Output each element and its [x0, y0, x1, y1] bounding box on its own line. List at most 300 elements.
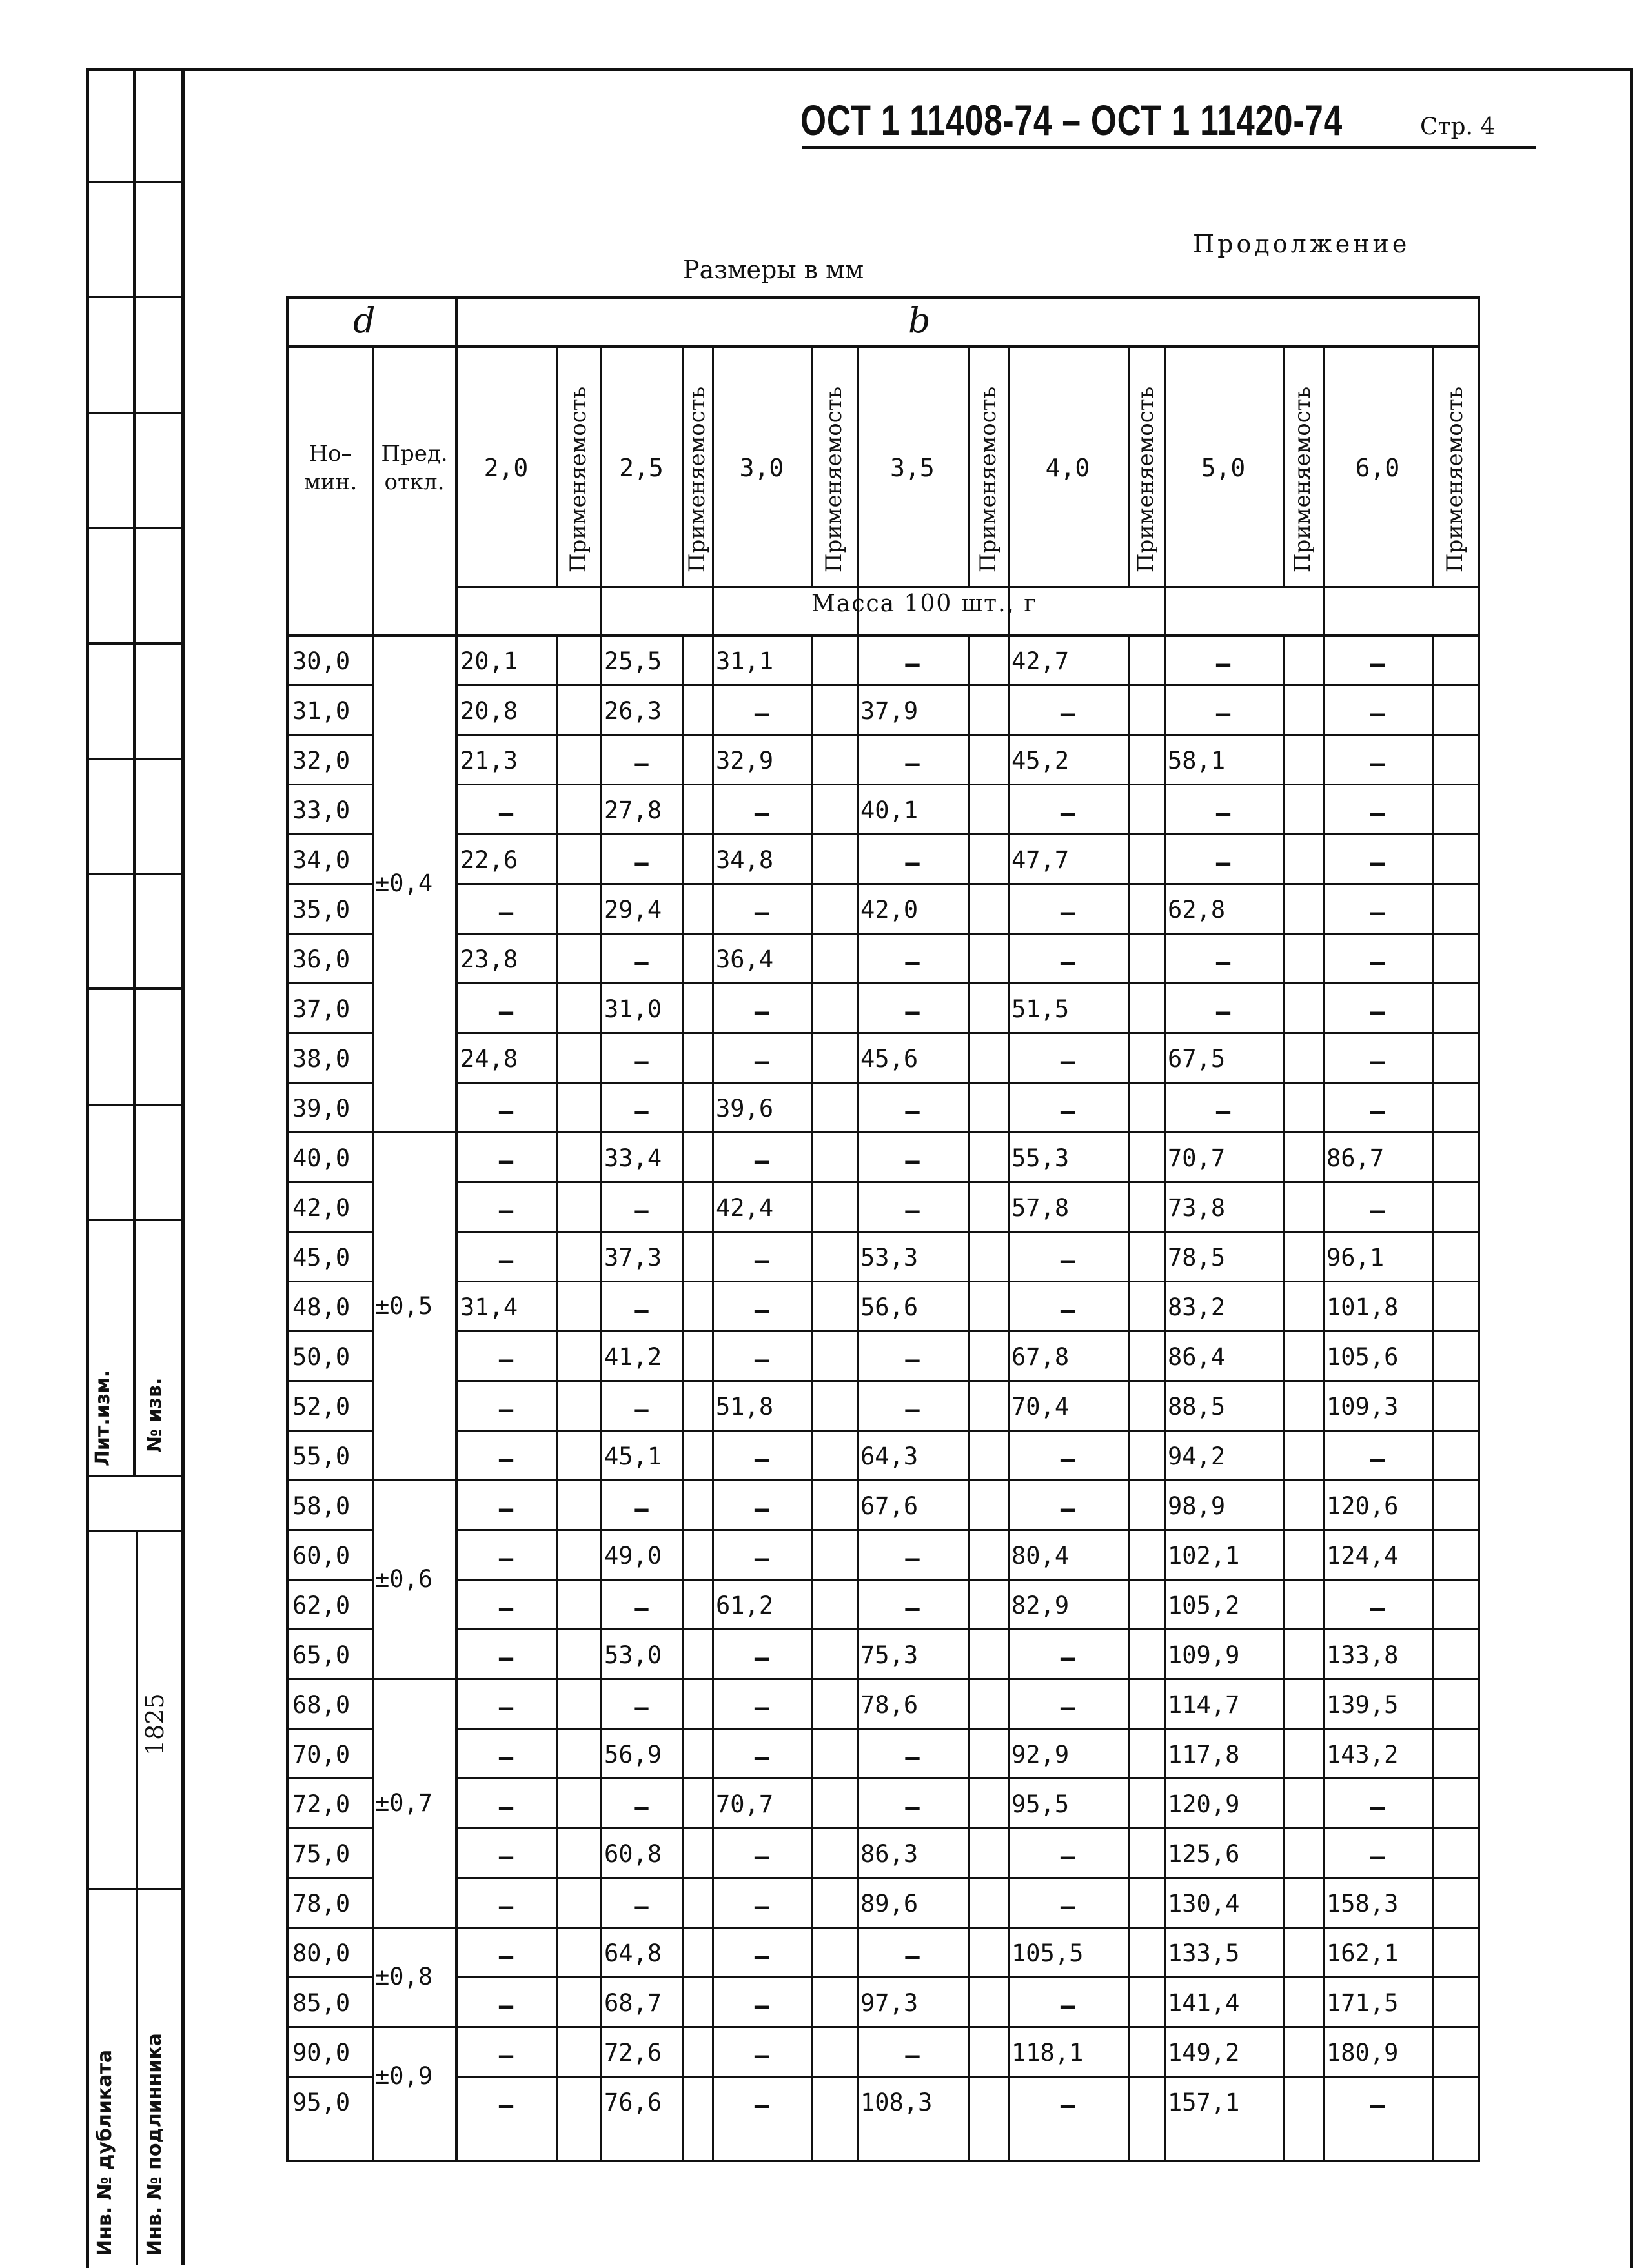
mass-value: –	[1370, 1445, 1385, 1473]
mass-value: –	[498, 898, 514, 926]
mass-value: 22,6	[460, 846, 518, 874]
mass-value: 67,8	[1011, 1343, 1070, 1371]
applicability-header: Применяемость	[821, 386, 847, 573]
mass-value: 86,3	[860, 1840, 919, 1868]
mass-value: 25,5	[604, 647, 662, 675]
mass-value: 130,4	[1168, 1890, 1240, 1918]
mass-value: 101,8	[1326, 1293, 1399, 1321]
mass-value: 20,8	[460, 697, 518, 725]
mass-value: –	[1370, 948, 1385, 976]
b-value-header: 2,5	[619, 454, 664, 482]
mass-value: –	[498, 799, 514, 827]
mass-value: –	[498, 1495, 514, 1523]
mass-value: 20,1	[460, 647, 518, 675]
margin-strip-rule	[86, 412, 181, 414]
mass-value: –	[1060, 1992, 1075, 2020]
tolerance-value: ±0,9	[375, 2062, 433, 2090]
mass-value: –	[905, 650, 920, 678]
mass-value: 31,0	[604, 995, 662, 1023]
margin-strip-divider	[133, 68, 136, 1475]
applicability-header: Применяемость	[1442, 386, 1468, 573]
margin-strip-rule	[86, 296, 181, 298]
tolerance-value: ±0,5	[375, 1291, 433, 1320]
mass-value: 21,3	[460, 747, 518, 775]
mass-value: –	[754, 1743, 769, 1771]
mass-value: –	[498, 1743, 514, 1771]
mass-value: 162,1	[1326, 1939, 1399, 1967]
tolerance-group-line	[372, 2026, 455, 2028]
nominal-diameter: 48,0	[292, 1293, 351, 1321]
mass-value: 72,6	[604, 2039, 662, 2067]
mass-value: –	[634, 1296, 649, 1324]
col-divider	[811, 634, 813, 2160]
row-line	[455, 1181, 1478, 1183]
col-divider	[1164, 345, 1166, 2160]
mass-value: –	[905, 1594, 920, 1622]
mass-value: 64,8	[604, 1939, 662, 1967]
mass-value: –	[1370, 1097, 1385, 1125]
mass-value: –	[634, 1097, 649, 1125]
mass-value: –	[754, 1048, 769, 1075]
mass-value: 125,6	[1168, 1840, 1240, 1868]
mass-value: –	[1370, 998, 1385, 1026]
document-code: ОСТ 1 11408-74 – ОСТ 1 11420-74	[800, 96, 1343, 144]
b-value-header: 6,0	[1355, 454, 1400, 482]
row-line	[455, 1579, 1478, 1581]
mass-value: –	[754, 799, 769, 827]
mass-value: –	[1060, 1892, 1075, 1920]
mass-value: –	[1215, 799, 1231, 827]
col-divider	[682, 634, 684, 2160]
mass-value: 102,1	[1168, 1542, 1240, 1570]
mass-value: –	[498, 1197, 514, 1224]
col-divider	[1283, 634, 1285, 2160]
mass-value: –	[634, 1793, 649, 1821]
b-value-header: 3,5	[890, 454, 935, 482]
mass-value: 120,9	[1168, 1790, 1240, 1818]
mass-value: –	[905, 1197, 920, 1224]
row-line	[455, 933, 1478, 935]
margin-strip-rule	[86, 181, 181, 183]
applicability-header: Применяемость	[975, 386, 1001, 573]
tolerance-group-line	[372, 1131, 455, 1133]
nominal-diameter: 95,0	[292, 2089, 351, 2116]
mass-table	[286, 296, 1480, 2162]
mass-value: 124,4	[1326, 1542, 1399, 1570]
mass-value: –	[634, 1594, 649, 1622]
col-divider	[1432, 634, 1434, 2160]
tolerance-value: ±0,4	[375, 869, 433, 897]
mass-value: 133,5	[1168, 1939, 1240, 1967]
nominal-diameter: 39,0	[292, 1095, 351, 1122]
mass-value: 31,4	[460, 1293, 518, 1321]
mass-value: –	[1215, 650, 1231, 678]
mass-value: –	[754, 1296, 769, 1324]
mass-value: 92,9	[1011, 1741, 1070, 1768]
inv-duplicate-label: Инв. № дубликата	[94, 2049, 116, 2256]
mass-value: 118,1	[1011, 2039, 1084, 2067]
mass-value: 27,8	[604, 796, 662, 824]
mass-value: 40,1	[860, 796, 919, 824]
margin-strip-rule	[86, 1104, 181, 1106]
mass-value: –	[905, 2041, 920, 2069]
nominal-diameter: 78,0	[292, 1890, 351, 1918]
mass-value: –	[905, 1346, 920, 1373]
nominal-diameter: 72,0	[292, 1790, 351, 1818]
mass-value: –	[754, 1942, 769, 1970]
mass-value: 108,3	[860, 2089, 933, 2116]
mass-value: –	[1060, 1296, 1075, 1324]
mass-value: 157,1	[1168, 2089, 1240, 2116]
lit-izm-label: Лит.изм.	[92, 1370, 114, 1466]
row-line	[455, 1777, 1478, 1779]
mass-value: –	[754, 1246, 769, 1274]
mass-value: –	[754, 1445, 769, 1473]
mass-value: –	[498, 1942, 514, 1970]
mass-value: –	[498, 998, 514, 1026]
nominal-diameter: 37,0	[292, 995, 351, 1023]
col-divider	[968, 634, 970, 2160]
mass-value: –	[498, 1346, 514, 1373]
col-divider-header	[811, 345, 813, 586]
page-number: Стр. 4	[1420, 114, 1496, 140]
mass-value: –	[1370, 1048, 1385, 1075]
mass-value: 105,2	[1168, 1592, 1240, 1619]
mass-value: –	[1060, 1694, 1075, 1721]
mass-value: –	[1370, 799, 1385, 827]
mass-value: –	[498, 1793, 514, 1821]
mass-value: 24,8	[460, 1045, 518, 1073]
mass-value: 82,9	[1011, 1592, 1070, 1619]
mass-value: 32,9	[716, 747, 774, 775]
mass-value: 58,1	[1168, 747, 1226, 775]
tolerance-group-line	[372, 1927, 455, 1929]
mass-value: –	[1215, 700, 1231, 727]
mass-value: 29,4	[604, 896, 662, 924]
mass-value: 141,4	[1168, 1989, 1240, 2017]
col-divider-header	[1128, 345, 1130, 586]
mass-value: 55,3	[1011, 1144, 1070, 1172]
nominal-diameter: 45,0	[292, 1244, 351, 1271]
margin-strip-rule	[86, 987, 181, 990]
mass-value: 117,8	[1168, 1741, 1240, 1768]
mass-value: 36,4	[716, 946, 774, 973]
mass-value: –	[1370, 2091, 1385, 2119]
mass-value: 158,3	[1326, 1890, 1399, 1918]
nominal-diameter: 40,0	[292, 1144, 351, 1172]
applicability-header: Применяемость	[1133, 386, 1159, 573]
mass-value: –	[1370, 849, 1385, 876]
mass-value: 97,3	[860, 1989, 919, 2017]
row-line	[455, 1082, 1478, 1084]
mass-value: 75,3	[860, 1641, 919, 1669]
nominal-diameter: 55,0	[292, 1443, 351, 1470]
mass-value: –	[1060, 1246, 1075, 1274]
margin-strip-rule	[86, 758, 181, 760]
col-divider	[556, 634, 558, 2160]
mass-value: 57,8	[1011, 1194, 1070, 1222]
mass-value: 83,2	[1168, 1293, 1226, 1321]
mass-value: 149,2	[1168, 2039, 1240, 2067]
col-divider	[857, 345, 859, 2160]
mass-value: –	[754, 2041, 769, 2069]
mass-value: 47,7	[1011, 846, 1070, 874]
mass-value: –	[498, 1097, 514, 1125]
mass-value: –	[498, 1246, 514, 1274]
tolerance-value: ±0,6	[375, 1565, 433, 1593]
mass-value: 53,3	[860, 1244, 919, 1271]
mass-value: 61,2	[716, 1592, 774, 1619]
nominal-diameter: 30,0	[292, 647, 351, 675]
margin-strip-rule	[86, 873, 181, 875]
mass-value: –	[905, 1942, 920, 1970]
mass-value: 42,0	[860, 896, 919, 924]
mass-value: 171,5	[1326, 1989, 1399, 2017]
mass-value: –	[1215, 849, 1231, 876]
mass-value: 67,5	[1168, 1045, 1226, 1073]
mass-value: –	[498, 1445, 514, 1473]
mass-value: –	[634, 1694, 649, 1721]
mass-value: 23,8	[460, 946, 518, 973]
mass-value: –	[498, 1395, 514, 1423]
dimensions-note: Размеры в мм	[683, 256, 864, 284]
nominal-diameter: 58,0	[292, 1492, 351, 1520]
mass-value: –	[634, 1048, 649, 1075]
inventory-number: 1825	[141, 1693, 169, 1756]
mass-value: 26,3	[604, 697, 662, 725]
mass-value: –	[634, 1495, 649, 1523]
mass-value: 105,5	[1011, 1939, 1084, 1967]
nominal-diameter: 31,0	[292, 697, 351, 725]
mass-value: –	[634, 749, 649, 777]
mass-value: –	[905, 1097, 920, 1125]
mass-value: –	[1060, 700, 1075, 727]
mass-value: 60,8	[604, 1840, 662, 1868]
mass-value: –	[754, 1843, 769, 1870]
tolerance-value: ±0,8	[375, 1963, 433, 1990]
nominal-diameter: 65,0	[292, 1641, 351, 1669]
mass-value: 56,6	[860, 1293, 919, 1321]
mass-value: –	[498, 2091, 514, 2119]
d-column-symbol: d	[353, 300, 376, 341]
mass-value: –	[754, 1346, 769, 1373]
mass-value: –	[754, 1544, 769, 1572]
mass-value: 95,5	[1011, 1790, 1070, 1818]
mass-value: 42,4	[716, 1194, 774, 1222]
nominal-diameter: 50,0	[292, 1343, 351, 1371]
nominal-diameter: 75,0	[292, 1840, 351, 1868]
mass-value: 53,0	[604, 1641, 662, 1669]
nominal-diameter: 90,0	[292, 2039, 351, 2067]
mass-value: –	[1060, 1097, 1075, 1125]
mass-value: –	[1370, 749, 1385, 777]
mass-value: –	[1370, 650, 1385, 678]
nominal-diameter: 38,0	[292, 1045, 351, 1073]
col-divider-header	[968, 345, 970, 586]
mass-value: –	[498, 1992, 514, 2020]
mass-value: –	[905, 1793, 920, 1821]
b-value-header: 3,0	[739, 454, 784, 482]
mass-value: –	[754, 700, 769, 727]
mass-value: –	[634, 849, 649, 876]
document-code-underline	[802, 146, 1536, 149]
mass-value: 94,2	[1168, 1443, 1226, 1470]
mass-value: –	[1370, 1594, 1385, 1622]
mass-value: –	[1060, 2091, 1075, 2119]
mass-value: 80,4	[1011, 1542, 1070, 1570]
mass-value: –	[1060, 898, 1075, 926]
mass-value: 143,2	[1326, 1741, 1399, 1768]
mass-value: 56,9	[604, 1741, 662, 1768]
nominal-diameter: 60,0	[292, 1542, 351, 1570]
mass-value: 34,8	[716, 846, 774, 874]
mass-value: –	[754, 1892, 769, 1920]
b-value-header: 2,0	[483, 454, 529, 482]
mass-value: –	[1215, 1097, 1231, 1125]
mass-value: –	[905, 1743, 920, 1771]
row-line	[455, 1380, 1478, 1382]
nominal-diameter: 32,0	[292, 747, 351, 775]
b-value-header: 5,0	[1201, 454, 1246, 482]
mass-value: –	[634, 1197, 649, 1224]
col-divider-header	[1283, 345, 1285, 586]
mass-value: –	[905, 1147, 920, 1175]
mass-value: 139,5	[1326, 1691, 1399, 1719]
tolerance-group-line	[372, 1479, 455, 1481]
mass-value: –	[754, 898, 769, 926]
mass-value: –	[905, 749, 920, 777]
mass-value: –	[905, 998, 920, 1026]
mass-value: –	[634, 1892, 649, 1920]
header-divider	[289, 345, 1478, 348]
mass-value: –	[1060, 1843, 1075, 1870]
mass-value: –	[498, 2041, 514, 2069]
mass-value: –	[754, 1644, 769, 1672]
mass-value: 37,9	[860, 697, 919, 725]
col-divider	[372, 345, 374, 2160]
mass-value: 37,3	[604, 1244, 662, 1271]
mass-value: –	[1060, 1445, 1075, 1473]
mass-value: –	[905, 849, 920, 876]
mass-value: –	[754, 1694, 769, 1721]
mass-value: –	[905, 1544, 920, 1572]
tolerance-group-line	[372, 1678, 455, 1680]
mass-value: 114,7	[1168, 1691, 1240, 1719]
margin-strip-rule	[86, 1888, 181, 1890]
mass-value: –	[1215, 998, 1231, 1026]
applicability-header: Применяемость	[1290, 386, 1316, 573]
mass-value: –	[1370, 1197, 1385, 1224]
nominal-diameter: 62,0	[292, 1592, 351, 1619]
mass-value: 73,8	[1168, 1194, 1226, 1222]
margin-strip-rule	[86, 1475, 181, 1477]
mass-value: –	[905, 948, 920, 976]
mass-value: 78,6	[860, 1691, 919, 1719]
b-column-symbol: b	[908, 300, 931, 341]
mass-value: 41,2	[604, 1343, 662, 1371]
nominal-diameter: 36,0	[292, 946, 351, 973]
mass-value: 33,4	[604, 1144, 662, 1172]
mass-value: –	[1060, 948, 1075, 976]
mass-value: –	[498, 1594, 514, 1622]
mass-value: 180,9	[1326, 2039, 1399, 2067]
mass-value: –	[498, 1644, 514, 1672]
col-divider-header	[556, 345, 558, 586]
applicability-header: Применяемость	[684, 386, 710, 573]
nominal-diameter: 70,0	[292, 1741, 351, 1768]
continuation-label: Продолжение	[1193, 230, 1410, 258]
mass-value: –	[1060, 1495, 1075, 1523]
mass-value: 98,9	[1168, 1492, 1226, 1520]
mass-value: –	[498, 1892, 514, 1920]
tolerance-header: Пред. откл.	[381, 441, 448, 495]
row-line	[455, 734, 1478, 736]
nominal-diameter: 33,0	[292, 796, 351, 824]
nominal-diameter: 80,0	[292, 1939, 351, 1967]
mass-value: 109,3	[1326, 1393, 1399, 1421]
applicability-header: Применяемость	[565, 386, 591, 573]
margin-strip-rule	[86, 1219, 181, 1221]
tolerance-value: ±0,7	[375, 1788, 433, 1817]
nominal-header: Но– мин.	[303, 441, 358, 495]
mass-value: –	[754, 1992, 769, 2020]
col-divider-header	[1432, 345, 1434, 586]
mass-value: –	[754, 2091, 769, 2119]
mass-value: 86,7	[1326, 1144, 1385, 1172]
margin-strip-rule	[86, 642, 181, 645]
mass-value: –	[1215, 948, 1231, 976]
mass-value: –	[498, 1694, 514, 1721]
mass-value: 45,6	[860, 1045, 919, 1073]
row-line	[455, 833, 1478, 835]
mass-value: –	[498, 1544, 514, 1572]
mass-value: 45,2	[1011, 747, 1070, 775]
mass-value: 86,4	[1168, 1343, 1226, 1371]
inv-original-label: Инв. № подлинника	[143, 2033, 166, 2256]
mass-value: 42,7	[1011, 647, 1070, 675]
b-value-header: 4,0	[1045, 454, 1090, 482]
mass-value: –	[754, 998, 769, 1026]
mass-value: –	[634, 1395, 649, 1423]
mass-value: –	[1370, 700, 1385, 727]
mass-value: –	[754, 1147, 769, 1175]
mass-value: 45,1	[604, 1443, 662, 1470]
mass-value: –	[905, 1395, 920, 1423]
nominal-diameter: 85,0	[292, 1989, 351, 2017]
col-divider	[1323, 345, 1325, 2160]
nominal-diameter: 34,0	[292, 846, 351, 874]
mass-value: –	[498, 1147, 514, 1175]
mass-value: 78,5	[1168, 1244, 1226, 1271]
no-izv-label: № изв.	[143, 1377, 166, 1452]
col-divider	[1128, 634, 1130, 2160]
mass-value: 88,5	[1168, 1393, 1226, 1421]
mass-value: –	[634, 948, 649, 976]
mass-value: 96,1	[1326, 1244, 1385, 1271]
mass-value: 39,6	[716, 1095, 774, 1122]
mass-value: 70,4	[1011, 1393, 1070, 1421]
margin-strip-rule	[86, 1530, 181, 1532]
mass-value: –	[1370, 898, 1385, 926]
mass-value: 62,8	[1168, 896, 1226, 924]
mass-value: –	[1060, 799, 1075, 827]
mass-value: 51,5	[1011, 995, 1070, 1023]
margin-strip-border	[181, 68, 185, 2265]
mass-value: 105,6	[1326, 1343, 1399, 1371]
nominal-diameter: 68,0	[292, 1691, 351, 1719]
mass-value: 76,6	[604, 2089, 662, 2116]
nominal-diameter: 42,0	[292, 1194, 351, 1222]
